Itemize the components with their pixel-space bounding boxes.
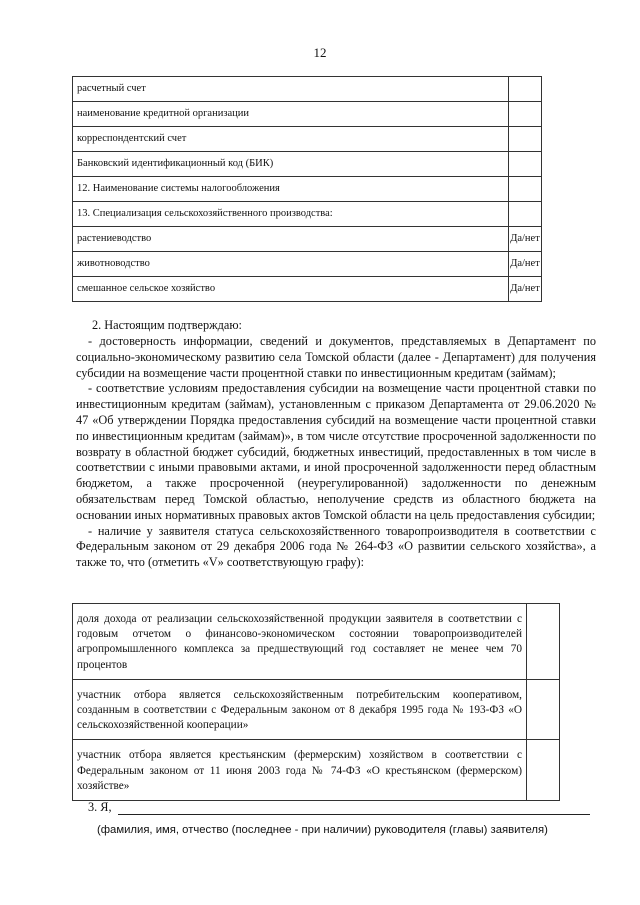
table-row [73,202,542,227]
answer-cell[interactable]: Да/нет [509,277,542,302]
answer-cell[interactable]: Да/нет [509,252,542,277]
answer-cell[interactable]: Да/нет [509,227,542,252]
table-row [73,102,542,127]
signer-hint: (фамилия, имя, отчество (последнее - при наличии) руководителя (главы) заявителя) [97,824,548,836]
answer-cell[interactable] [509,152,542,177]
row-label: наименование кредитной организации [73,102,509,127]
confirm-paragraph: - соответствие условиям предоставления субсидии на возмещение части процентной ставки по инвестиционным кредитам (займам), установленным с приказом Департамента от 29.06.2020 № 47 «Об утверждении Порядка предоставления субсидий на возмещение части процентной ставки по инвестиционным кредитам (займам)», в том числе отсутствие просроченной задолженности по возврату в областной бюджет субсидий, бюджетных инвестиций, предоставленных в том числе в соответствии с иными правовыми актами, и иной просроченной задолженности перед областным бюджетом, а также просроченной (неурегулированной) задолженности по денежным обязательствам перед Томской областью, неполучение средств из областного бюджета на основании иных нормативных правовых актов Томской области на цель предоставления субсидии; [76,381,596,522]
answer-cell[interactable] [509,177,542,202]
table-row [73,604,560,680]
confirm-body [76,334,596,571]
row-label: 12. Наименование системы налогообложения [73,177,509,202]
row-label: расчетный счет [73,77,509,102]
table-row [73,227,542,252]
confirm-paragraph: - достоверность информации, сведений и документов, представляемых в Департамент по социально-экономическому развитию села Томской области (далее - Департамент) для получения субсидии на возмещение части процентной ставки по инвестиционным кредитам (займам); [76,334,596,380]
table-row [73,679,560,740]
table-row [73,277,542,302]
signer-label: 3. Я, [88,800,112,814]
row-label: смешанное сельское хозяйство [73,277,509,302]
answer-cell[interactable] [509,102,542,127]
status-option-text: участник отбора является сельскохозяйственным потребительским кооперативом, созданным в соответствии с Федеральным законом от 8 декабря 1995 года № 193-ФЗ «О сельскохозяйственной кооперации» [73,679,527,740]
row-label: животноводство [73,252,509,277]
table-row [73,152,542,177]
table-row [73,77,542,102]
status-option-text: доля дохода от реализации сельскохозяйственной продукции заявителя в соответствии с годовым отчетом о финансово-экономическом состоянии товаропроизводителей агропромышленного комплекса за предшествующий год составляет не менее чем 70 процентов [73,604,527,680]
answer-cell[interactable] [509,202,542,227]
row-label: растениеводство [73,227,509,252]
status-checkbox-cell[interactable] [527,740,560,801]
table-row [73,127,542,152]
table-row [73,177,542,202]
answer-cell[interactable] [509,77,542,102]
page-number: 12 [313,45,327,60]
table-row [73,740,560,801]
status-checkbox-cell[interactable] [527,604,560,680]
producer-status-table [72,603,560,801]
table-row [73,252,542,277]
row-label: корреспондентский счет [73,127,509,152]
signer-name-field[interactable] [118,814,590,815]
answer-cell[interactable] [509,127,542,152]
status-option-text: участник отбора является крестьянским (фермерским) хозяйством в соответствии с Федеральным законом от 11 июня 2003 года № 74-ФЗ «О крестьянском (фермерском) хозяйстве» [73,740,527,801]
status-checkbox-cell[interactable] [527,679,560,740]
row-label: Банковский идентификационный код (БИК) [73,152,509,177]
row-label: 13. Специализация сельскохозяйственного производства: [73,202,509,227]
bank-details-table [72,76,542,302]
confirm-paragraph: - наличие у заявителя статуса сельскохозяйственного товаропроизводителя в соответствии с Федеральным законом от 29 декабря 2006 года № 264-ФЗ «О развитии сельского хозяйства», а также то, что (отметить «V» соответствующую графу): [76,523,596,570]
confirm-heading: 2. Настоящим подтверждаю: [92,318,242,332]
